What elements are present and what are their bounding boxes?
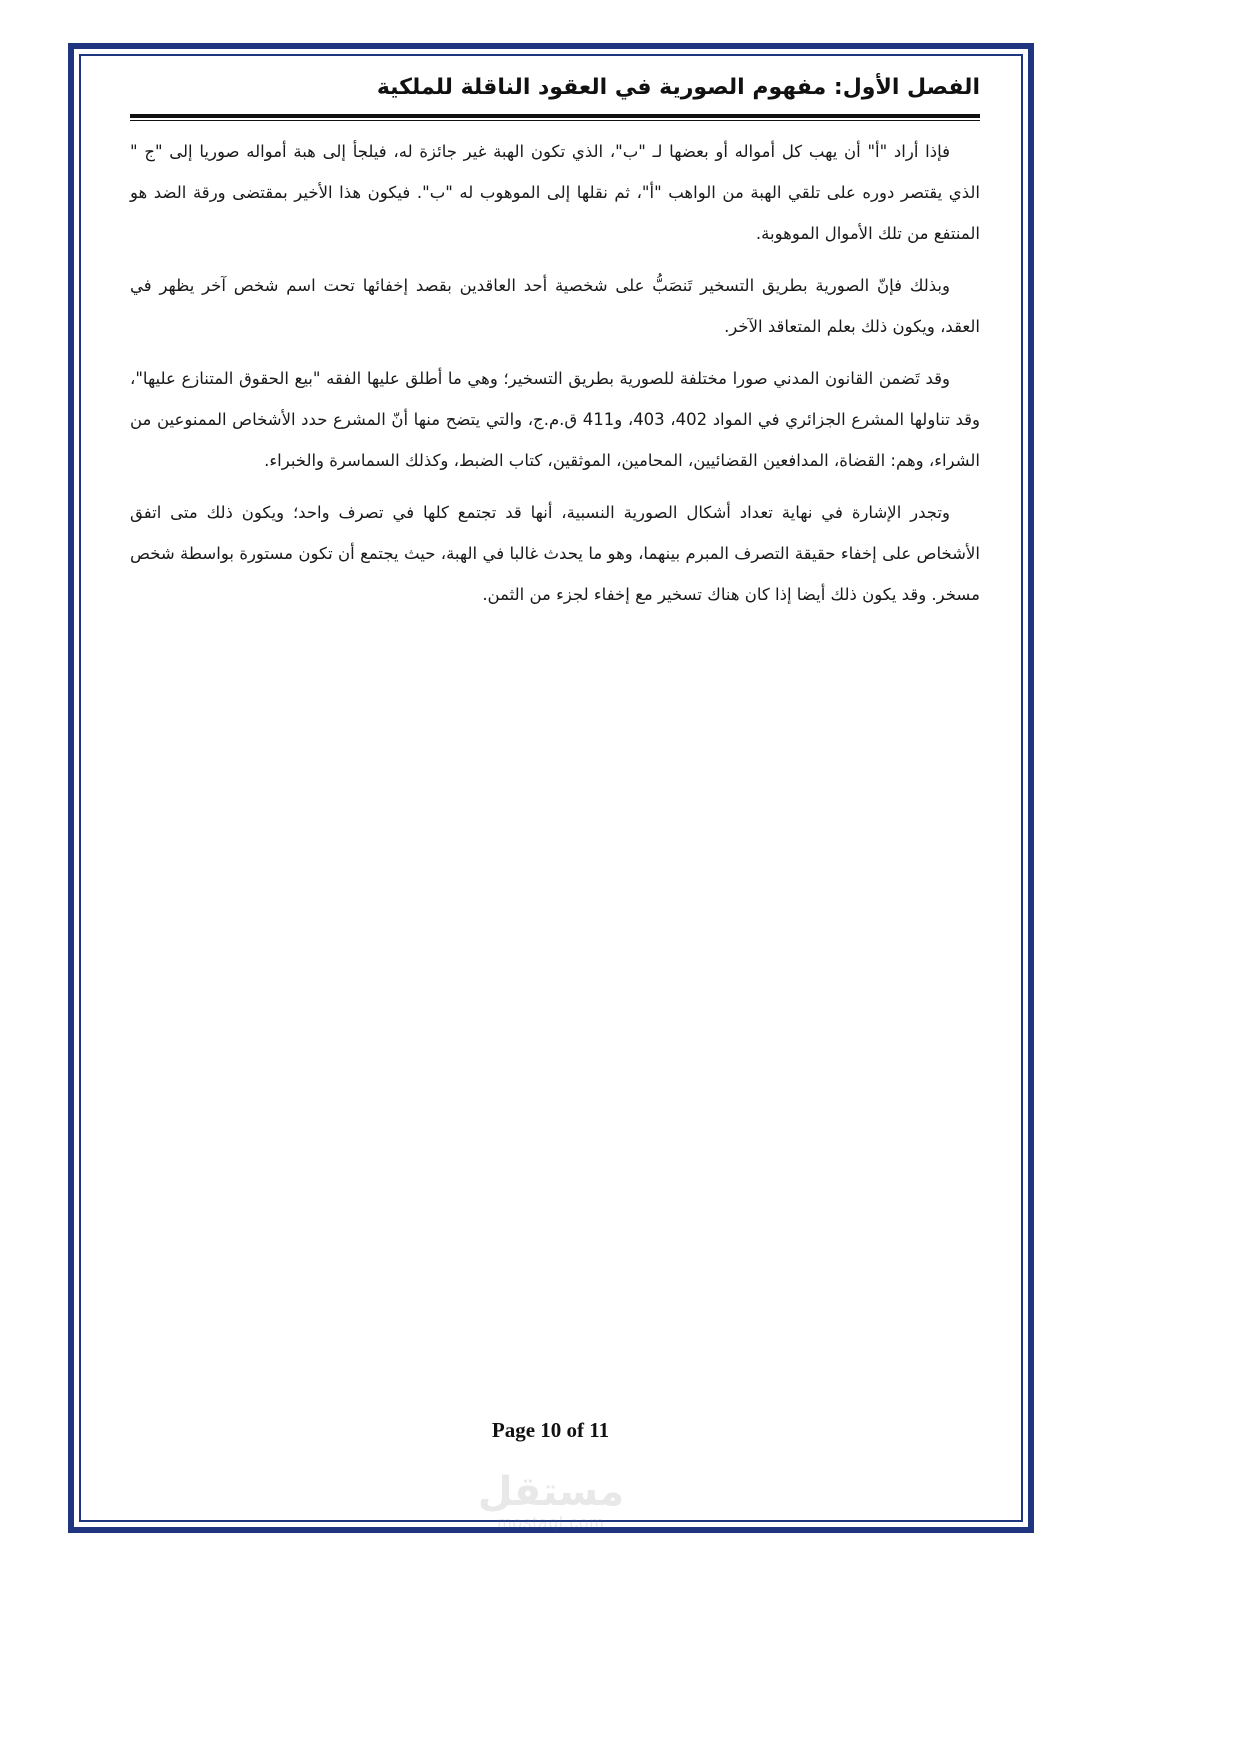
chapter-title: الفصل الأول: مفهوم الصورية في العقود الناقلة للملكية [376,75,980,100]
page-number-footer: Page 10 of 11 [491,1418,610,1442]
header-rule-thick [130,114,980,118]
header-rule-thin [130,120,980,121]
mostaql-watermark [420,1470,682,1532]
watermark-arabic: مستقل [477,1469,625,1515]
body-text [130,131,980,615]
paragraph-3: وقد تَضمن القانون المدني صورا مختلفة للصورية بطريق التسخير؛ وهي ما أطلق عليها الفقه "بيع الحقوق المتنازع عليها"، وقد تناولها المشرع الجزائري في المواد 402، 403، و411 ق.م.ج، والتي يتضح منها أنّ المشرع حدد الأشخاص الممنوعين من الشراء، وهم: القضاة، المدافعين القضائيين، المحامين، الموثقين، كتاب الضبط، وكذلك السماسرة والخبراء. [130,369,980,470]
paragraph-1: فإذا أراد "أ" أن يهب كل أمواله أو بعضها لـ "ب"، الذي تكون الهبة غير جائزة له، فيلجأ إلى هبة أمواله صوريا إلى "ج " الذي يقتصر دوره على تلقي الهبة من الواهب "أ"، ثم نقلها إلى الموهوب له "ب". فيكون هذا الأخير بمقتضى ورقة الضد هو المنتفع من تلك الأموال الموهوبة. [130,142,980,243]
paragraph-2: وبذلك فإنّ الصورية بطريق التسخير تَنصَبُّ على شخصية أحد العاقدين بقصد إخفائها تحت اسم شخص آخر يظهر في العقد، ويكون ذلك بعلم المتعاقد الآخر. [130,276,980,336]
paragraph-4: وتجدر الإشارة في نهاية تعداد أشكال الصورية النسبية، أنها قد تجتمع كلها في تصرف واحد؛ ويكون ذلك متى اتفق الأشخاص على إخفاء حقيقة التصرف المبرم بينهما، وهو ما يحدث غالبا في الهبة، حيث يجتمع أن تكون مستورة بواسطة شخص مسخر. وقد يكون ذلك أيضا إذا كان هناك تسخير مع إخفاء لجزء من الثمن. [130,503,980,604]
watermark-latin: mostaql.com [497,1513,605,1532]
page-content [130,68,980,626]
